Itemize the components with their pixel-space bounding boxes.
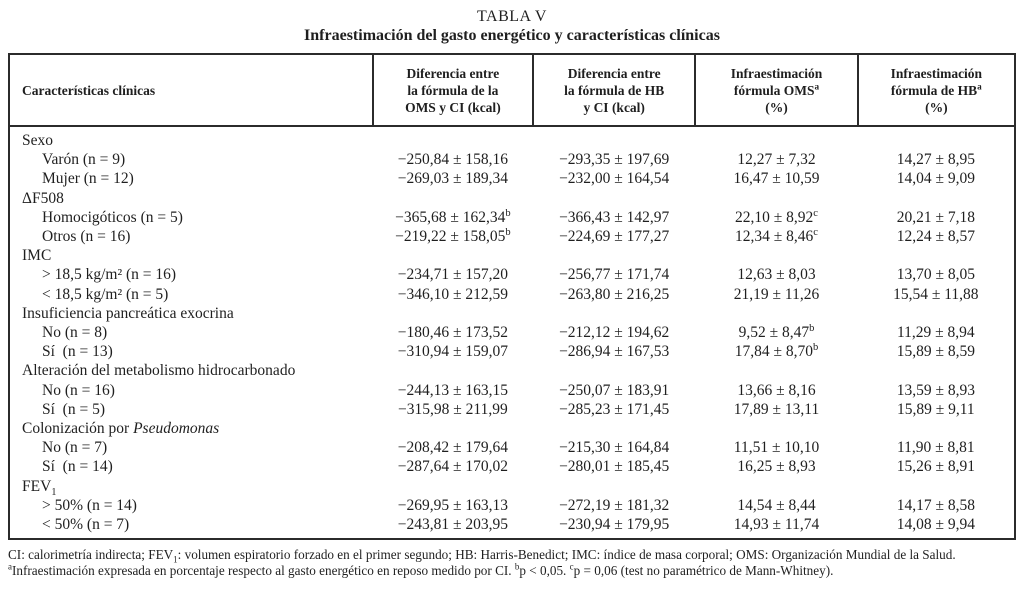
table-row	[9, 457, 1015, 476]
row-value	[695, 361, 857, 380]
table-row	[9, 438, 1015, 457]
row-value: −263,80 ± 216,25	[559, 285, 670, 303]
row-value	[695, 304, 857, 323]
row-value: −269,95 ± 163,13	[397, 496, 508, 514]
row-value	[533, 246, 695, 265]
row-value: 17,89 ± 13,11	[733, 400, 820, 418]
row-label: Alteración del metabolismo hidrocarbonado	[22, 362, 296, 380]
row-value: 15,89 ± 9,11	[896, 400, 975, 418]
row-value: −280,01 ± 185,45	[559, 458, 670, 476]
row-value: 14,93 ± 11,74	[733, 516, 820, 534]
row-value: 14,04 ± 9,09	[896, 170, 975, 188]
table-row	[9, 227, 1015, 246]
row-value: −365,68 ± 162,34$^b$	[395, 207, 511, 226]
row-value: 14,54 ± 8,44	[737, 496, 816, 514]
row-value: 15,89 ± 8,59	[896, 343, 975, 361]
row-label: Insuficiencia pancreática exocrina	[22, 304, 234, 322]
row-value: −287,64 ± 170,02	[397, 458, 508, 476]
row-value	[858, 189, 1015, 208]
row-value: 11,51 ± 10,10	[733, 439, 820, 457]
column-header-dif-hb-ci: Diferencia entre la fórmula de HB y CI (kcal)	[533, 54, 695, 126]
row-value: 22,10 ± 8,92$^c$	[735, 207, 818, 226]
row-value	[533, 477, 695, 496]
row-value: −269,03 ± 189,34	[397, 170, 508, 188]
table-group-row	[9, 189, 1015, 208]
row-value: 16,47 ± 10,59	[733, 170, 820, 188]
table-row	[9, 515, 1015, 539]
row-label: > 50% (n = 14)	[42, 496, 137, 514]
row-value: −212,12 ± 194,62	[559, 324, 670, 342]
row-value: 13,59 ± 8,93	[896, 381, 975, 399]
row-value: 12,27 ± 7,32	[737, 151, 816, 169]
row-value	[858, 126, 1015, 150]
row-value: 15,54 ± 11,88	[893, 285, 979, 303]
row-value: 15,26 ± 8,91	[896, 458, 975, 476]
table-row	[9, 285, 1015, 304]
table-group-row	[9, 126, 1015, 150]
table-group-row	[9, 246, 1015, 265]
row-value: 11,29 ± 8,94	[896, 324, 975, 342]
row-value: −180,46 ± 173,52	[397, 324, 508, 342]
table-group-row	[9, 361, 1015, 380]
table-group-row	[9, 419, 1015, 438]
row-value	[533, 419, 695, 438]
row-value: 12,24 ± 8,57	[896, 228, 975, 246]
row-value: −310,94 ± 159,07	[397, 343, 508, 361]
row-value	[695, 477, 857, 496]
footnote-statistics: $^a$Infraestimación expresada en porcentaje respecto al gasto energético en reposo medido por CI. $^b$p < 0,05. $^c$p = 0,06 (test no paramétrico de Mann-Whitney).	[8, 562, 834, 579]
row-value	[858, 419, 1015, 438]
row-label: No (n = 16)	[42, 381, 115, 399]
row-value: −285,23 ± 171,45	[559, 400, 670, 418]
data-table	[8, 53, 1016, 540]
table-title: Infraestimación del gasto energético y características clínicas	[304, 27, 720, 44]
row-value: 20,21 ± 7,18	[896, 208, 975, 226]
row-value	[858, 361, 1015, 380]
row-value: −250,07 ± 183,91	[559, 381, 670, 399]
row-label: Colonización por Pseudomonas	[22, 420, 220, 438]
table-row	[9, 265, 1015, 284]
row-label: No (n = 7)	[42, 439, 108, 457]
row-value	[533, 304, 695, 323]
row-value: 9,52 ± 8,47$^b$	[738, 323, 815, 342]
row-value	[695, 189, 857, 208]
table-row	[9, 381, 1015, 400]
table-body	[9, 126, 1015, 539]
table-row	[9, 169, 1015, 188]
row-label: Mujer (n = 12)	[42, 170, 134, 188]
column-header-infra-hb: Infraestimación fórmula de $HB^a$ (%)	[858, 54, 1015, 126]
row-value	[373, 189, 533, 208]
row-label: Sexo	[22, 132, 53, 149]
row-value: −366,43 ± 142,97	[559, 208, 670, 226]
row-value	[373, 304, 533, 323]
row-value	[533, 361, 695, 380]
row-value: −234,71 ± 157,20	[397, 266, 508, 284]
row-value: −208,42 ± 179,64	[397, 439, 508, 457]
row-label: > 18,5 kg/m² (n = 16)	[42, 266, 177, 284]
table-group-row	[9, 477, 1015, 496]
row-value: 17,84 ± 8,70$^b$	[734, 342, 819, 361]
row-value: −243,81 ± 203,95	[397, 516, 508, 534]
row-value	[858, 246, 1015, 265]
table-group-row	[9, 304, 1015, 323]
row-value	[373, 246, 533, 265]
row-value: −224,69 ± 177,27	[559, 228, 670, 246]
row-value: −272,19 ± 181,32	[559, 496, 670, 514]
column-header-infra-oms: Infraestimación fórmula OMS$^a$ (%)	[695, 54, 857, 126]
row-label: Sí (n = 14)	[42, 458, 113, 476]
row-value	[373, 361, 533, 380]
table-row	[9, 323, 1015, 342]
row-label: ΔF508	[22, 189, 64, 207]
row-label: Varón (n = 9)	[42, 151, 126, 169]
column-header-caracteristicas: Características clínicas	[9, 54, 373, 126]
row-value: −219,22 ± 158,05$^b$	[395, 227, 511, 246]
row-label: IMC	[22, 247, 52, 265]
table-row	[9, 208, 1015, 227]
row-value: −256,77 ± 171,74	[559, 266, 670, 284]
row-value: 11,90 ± 8,81	[896, 439, 975, 457]
row-label: Sí (n = 13)	[42, 343, 113, 361]
table-number: TABLA V	[477, 8, 547, 25]
row-value: −215,30 ± 164,84	[559, 439, 670, 457]
row-label: < 50% (n = 7)	[42, 516, 130, 534]
row-value	[373, 126, 533, 150]
row-value	[373, 419, 533, 438]
row-label: $FEV_1$	[22, 477, 57, 496]
table-header	[9, 54, 1015, 126]
row-value	[695, 246, 857, 265]
row-label: Homocigóticos (n = 5)	[42, 208, 183, 226]
row-value: 14,08 ± 9,94	[896, 516, 975, 534]
row-label: < 18,5 kg/m² (n = 5)	[42, 285, 169, 303]
row-value	[533, 126, 695, 150]
footnote-abbreviations: CI: calorimetría indirecta; $FEV_1$: volumen espiratorio forzado en el primer segundo; HB: Harris-Benedict; IMC: índice de masa corporal; OMS: Organización Mundial de la Salud.	[8, 547, 956, 565]
row-value: 13,70 ± 8,05	[896, 266, 975, 284]
footnotes	[8, 547, 1016, 579]
row-value	[695, 419, 857, 438]
row-value: 21,19 ± 11,26	[733, 285, 820, 303]
row-value	[533, 189, 695, 208]
row-value: −250,84 ± 158,16	[397, 151, 508, 169]
table-row	[9, 150, 1015, 169]
row-value: −346,10 ± 212,59	[397, 285, 508, 303]
row-value: −232,00 ± 164,54	[559, 170, 670, 188]
row-value: 13,66 ± 8,16	[737, 381, 816, 399]
row-value: 14,27 ± 8,95	[896, 151, 975, 169]
table-row	[9, 400, 1015, 419]
row-value: 12,63 ± 8,03	[737, 266, 816, 284]
row-label: Sí (n = 5)	[42, 400, 105, 418]
row-label: Otros (n = 16)	[42, 228, 131, 246]
table-row	[9, 496, 1015, 515]
table-row	[9, 342, 1015, 361]
row-value	[858, 477, 1015, 496]
row-value: 14,17 ± 8,58	[896, 496, 975, 514]
row-value: 12,34 ± 8,46$^c$	[735, 227, 818, 246]
row-value: −286,94 ± 167,53	[559, 343, 670, 361]
row-value: 16,25 ± 8,93	[737, 458, 816, 476]
row-value: −244,13 ± 163,15	[397, 381, 508, 399]
row-value	[373, 477, 533, 496]
row-value	[695, 126, 857, 150]
column-header-dif-oms-ci: Diferencia entre la fórmula de la OMS y CI (kcal)	[373, 54, 533, 126]
row-value: −293,35 ± 197,69	[559, 151, 670, 169]
row-value: −230,94 ± 179,95	[559, 516, 670, 534]
table-caption	[8, 7, 1016, 46]
row-value	[858, 304, 1015, 323]
row-label: No (n = 8)	[42, 324, 108, 342]
row-value: −315,98 ± 211,99	[398, 400, 508, 418]
